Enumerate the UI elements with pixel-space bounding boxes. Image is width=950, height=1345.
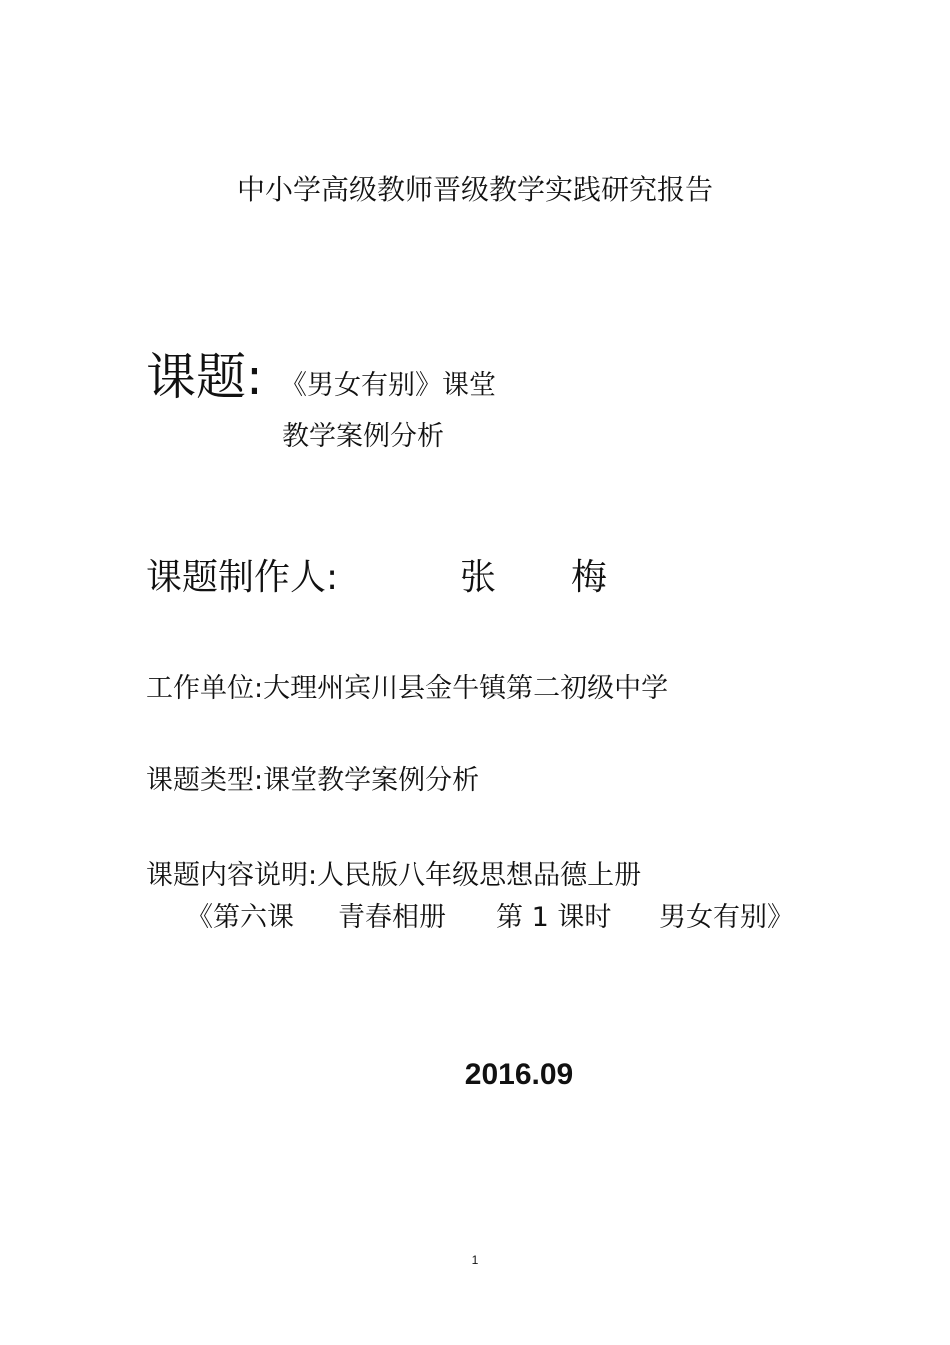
content-description-line1: 课题内容说明:人民版八年级思想品德上册 <box>146 860 642 891</box>
work-unit-line: 工作单位:大理州宾川县金牛镇第二初级中学 <box>146 673 669 704</box>
author-label: 课题制作人: <box>146 557 339 598</box>
report-title: 中小学高级教师晋级教学实践研究报告 <box>236 173 713 206</box>
lesson-theme: 青春相册 <box>338 902 446 933</box>
topic-type-line: 课题类型:课堂教学案例分析 <box>146 765 480 796</box>
author-name-part2: 梅 <box>571 557 608 598</box>
author-name-part1: 张 <box>460 557 497 598</box>
topic-title-line1: 《男女有别》课堂 <box>280 370 496 401</box>
lesson-period: 第 1 课时 <box>496 902 612 933</box>
topic-label: 课题: <box>146 348 263 406</box>
lesson-unit: 《第六课 <box>186 902 294 933</box>
topic-title-line2: 教学案例分析 <box>282 421 444 452</box>
lesson-title: 男女有别》 <box>659 902 794 933</box>
page-number: 1 <box>471 1253 479 1267</box>
report-date: 2016.09 <box>464 1058 574 1091</box>
